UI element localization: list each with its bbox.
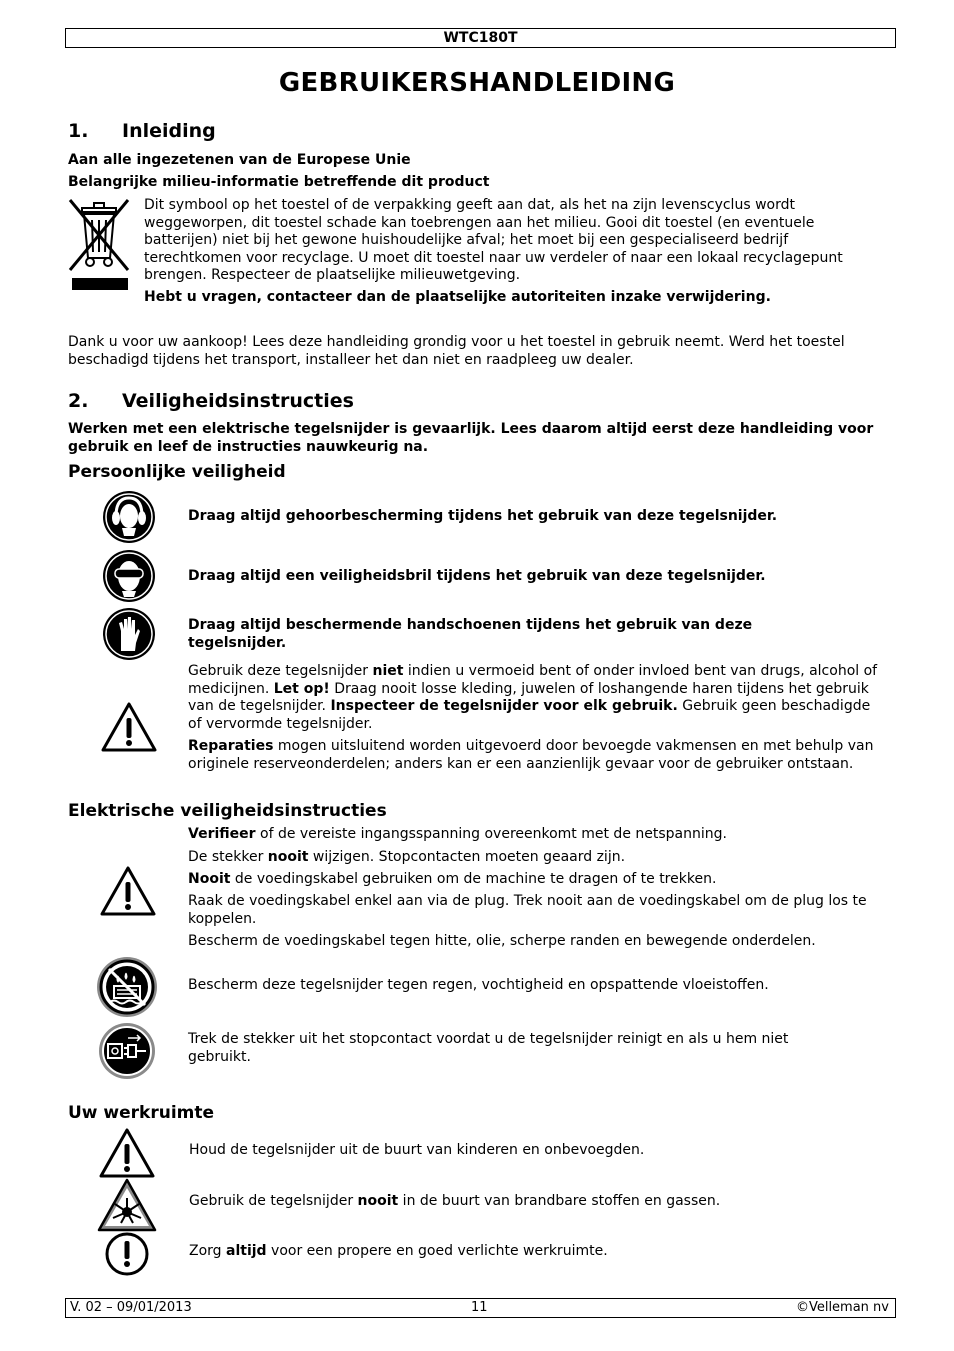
rain-protection-icon	[96, 956, 158, 1018]
personal-safety-heading: Persoonlijke veiligheid	[68, 462, 286, 482]
w1-bold: niet	[372, 663, 404, 679]
section-1-title: Inleiding	[122, 120, 216, 142]
weee-text: Dit symbool op het toestel of de verpakking geeft aan dat, als het na zijn levenscyclus wordt weggeworpen, dit toestel schade kan toebrengen aan het milieu. Gooi dit toestel (en eventuele batterijen) niet bij het gewone huishoudelijke afval; het moet bij een gespecialiseerd bedrijf terechtkomen voor recyclage. U moet dit toestel naar uw verdeler of naar een lokaal recyclagepunt brengen. Respecteer de plaatselijke milieuwetgeving.	[144, 197, 843, 283]
hearing-text: Draag altijd gehoorbescherming tijdens het gebruik van deze tegelsnijder.	[188, 508, 778, 524]
warning-triangle-icon	[100, 866, 156, 916]
header-model-box	[65, 28, 896, 48]
e2-part: wijzigen. Stopcontacten moeten geaard zijn.	[308, 849, 626, 865]
exclamation-circle-icon	[104, 1231, 150, 1277]
w1-bold: Inspecteer de tegelsnijder voor elk gebruik.	[330, 698, 678, 714]
contact-text: Hebt u vragen, contacteer dan de plaatselijke autoriteiten inzake verwijdering.	[144, 289, 771, 305]
warning-triangle-icon	[101, 702, 157, 752]
w1-part: Gebruik geen beschadigde of vervormde tegelsnijder.	[188, 698, 871, 732]
gloves-text: Draag altijd beschermende handschoenen tijdens het gebruik van deze tegelsnijder.	[188, 617, 753, 651]
section-1-heading	[68, 119, 216, 143]
w2-bold: Reparaties	[188, 738, 274, 754]
e2-part: De stekker	[188, 849, 268, 865]
protective-gloves-icon	[102, 607, 156, 661]
flammable-text	[189, 1193, 720, 1211]
explosive-hazard-icon	[97, 1178, 157, 1232]
hearing-protection-icon	[102, 490, 156, 544]
electrical-item-1	[188, 826, 727, 844]
w1-bold: Let op!	[273, 680, 330, 697]
w1-part: Draag nooit losse kleding, juwelen of loshangende haren tijdens het gebruik van de tegelsnijder.	[188, 680, 869, 714]
w1-part: Gebruik deze tegelsnijder	[188, 663, 373, 679]
personal-warning-1	[188, 663, 878, 733]
children-text: Houd de tegelsnijder uit de buurt van kinderen en onbevoegden.	[189, 1142, 645, 1158]
safety-goggles-icon	[102, 549, 156, 603]
section-2-title: Veiligheidsinstructies	[122, 390, 354, 412]
clean-workspace-text	[189, 1243, 608, 1261]
page-title: GEBRUIKERSHANDLEIDING	[278, 68, 676, 98]
personal-warning-2	[188, 738, 878, 773]
eu-heading: Aan alle ingezetenen van de Europese Unie	[68, 152, 411, 168]
section-2-heading	[68, 389, 354, 413]
unplug-icon	[98, 1022, 156, 1080]
e3-part: de voedingskabel gebruiken om de machine te dragen of te trekken.	[230, 871, 717, 887]
clean-part: Zorg	[189, 1243, 227, 1259]
goggles-text: Draag altijd een veiligheidsbril tijdens het gebruik van deze tegelsnijder.	[188, 568, 766, 584]
weee-bin-icon	[68, 198, 130, 294]
safety-warning: Werken met een elektrische tegelsnijder is gevaarlijk. Lees daarom altijd eerst deze handleiding voor gebruik en leef de instructies nauwkeurig na.	[68, 421, 874, 455]
warning-triangle-icon	[99, 1128, 155, 1178]
w2-part: mogen uitsluitend worden uitgevoerd door bevoegde vakmensen en met behulp van originele reserveonderdelen; anders kan er een aanzienlijk gevaar voor de gebruiker ontstaan.	[188, 738, 874, 772]
clean-part: voor een propere en goed verlichte werkruimte.	[266, 1243, 608, 1259]
electrical-item-4: Raak de voedingskabel enkel aan via de plug. Trek nooit aan de voedingskabel om de plug los te koppelen.	[188, 893, 867, 927]
footer	[65, 1298, 896, 1318]
workspace-heading: Uw werkruimte	[68, 1103, 215, 1123]
e2-bold: nooit	[267, 849, 309, 865]
electrical-item-5: Bescherm de voedingskabel tegen hitte, olie, scherpe randen en bewegende onderdelen.	[188, 933, 816, 949]
e3-bold: Nooit	[188, 871, 231, 887]
electrical-item-3	[188, 871, 716, 889]
footer-copyright: ©Velleman nv	[795, 1300, 889, 1315]
flam-part: in de buurt van brandbare stoffen en gassen.	[398, 1193, 721, 1209]
footer-page-number: 11	[471, 1300, 488, 1315]
w1-part: indien u vermoeid bent of onder invloed bent van drugs, alcohol of medicijnen.	[188, 663, 878, 697]
clean-bold: altijd	[226, 1243, 267, 1259]
header-model: WTC180T	[443, 30, 518, 46]
footer-version: V. 02 – 09/01/2013	[70, 1300, 192, 1315]
e1-part: of de vereiste ingangsspanning overeenkomt met de netspanning.	[255, 826, 727, 842]
thanks-text: Dank u voor uw aankoop! Lees deze handleiding grondig voor u het toestel in gebruik neemt. Werd het toestel beschadigd tijdens het transport, installeer het dan niet en raadpleeg uw dealer.	[68, 334, 845, 368]
unplug-text: Trek de stekker uit het stopcontact voordat u de tegelsnijder reinigt en als u hem niet gebruikt.	[188, 1031, 789, 1065]
flam-bold: nooit	[357, 1193, 399, 1209]
electrical-heading: Elektrische veiligheidsinstructies	[68, 801, 387, 821]
e1-bold: Verifieer	[188, 826, 256, 842]
section-2-number: 2.	[68, 390, 89, 412]
section-1-number: 1.	[68, 120, 89, 142]
electrical-item-2	[188, 849, 625, 867]
env-heading: Belangrijke milieu-informatie betreffende dit product	[68, 174, 490, 190]
flam-part: Gebruik de tegelsnijder	[189, 1193, 358, 1209]
rain-text: Bescherm deze tegelsnijder tegen regen, vochtigheid en opspattende vloeistoffen.	[188, 977, 769, 993]
